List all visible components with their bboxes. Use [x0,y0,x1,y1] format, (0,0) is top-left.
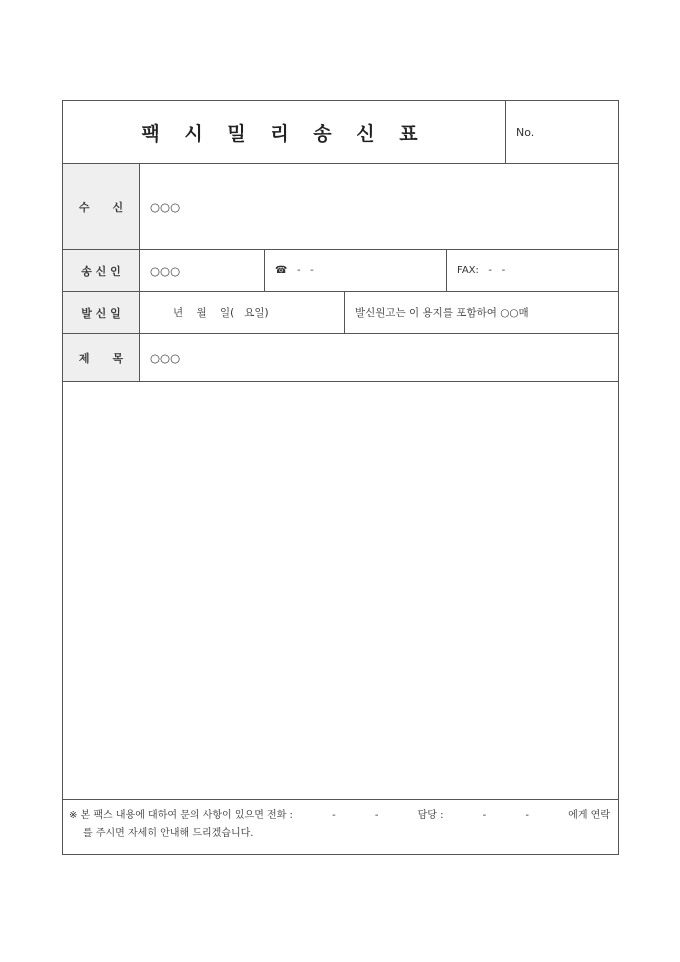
sender-row [63,250,618,292]
subject-row [63,334,618,382]
sender-phone[interactable]: ☎ - - [275,265,314,276]
subject-value[interactable]: ○○○ [150,350,181,365]
footer-note [63,800,618,854]
footer-dash: - [482,810,487,821]
send-date-value[interactable]: 년 월 일( 요일) [173,307,269,319]
footer-text-phone: ※ 본 팩스 내용에 대하여 문의 사항이 있으면 전화 : [69,810,293,821]
footer-text-contact: 담당 : [417,810,444,821]
footer-line-1 [69,807,610,825]
sender-fax[interactable]: FAX: - - [457,265,506,276]
message-body[interactable] [63,382,618,800]
form-title: 팩 시 밀 리 송 신 표 [141,122,427,145]
footer-text-end: 에게 연락 [568,810,610,821]
send-date-label: 발 신 일 [63,292,140,333]
fax-cover-form [62,100,619,855]
recipient-value[interactable]: ○○○ [150,199,181,214]
sender-value[interactable]: ○○○ [150,263,181,278]
pages-note[interactable]: 발신원고는 이 용지를 포함하여 ○○매 [355,307,529,319]
number-cell [516,101,618,163]
recipient-label: 수 신 [63,164,140,249]
send-date-row [63,292,618,334]
footer-dash: - [332,810,336,821]
number-label: No. [516,125,535,139]
footer-line-2: 를 주시면 자세히 안내해 드리겠습니다. [83,828,254,839]
sender-label: 송 신 인 [63,250,140,291]
recipient-row [63,164,618,250]
footer-dash: - [525,810,529,821]
footer-dash: - [374,810,379,821]
subject-label: 제 목 [63,334,140,381]
title-cell [63,101,505,163]
title-row [63,101,618,164]
